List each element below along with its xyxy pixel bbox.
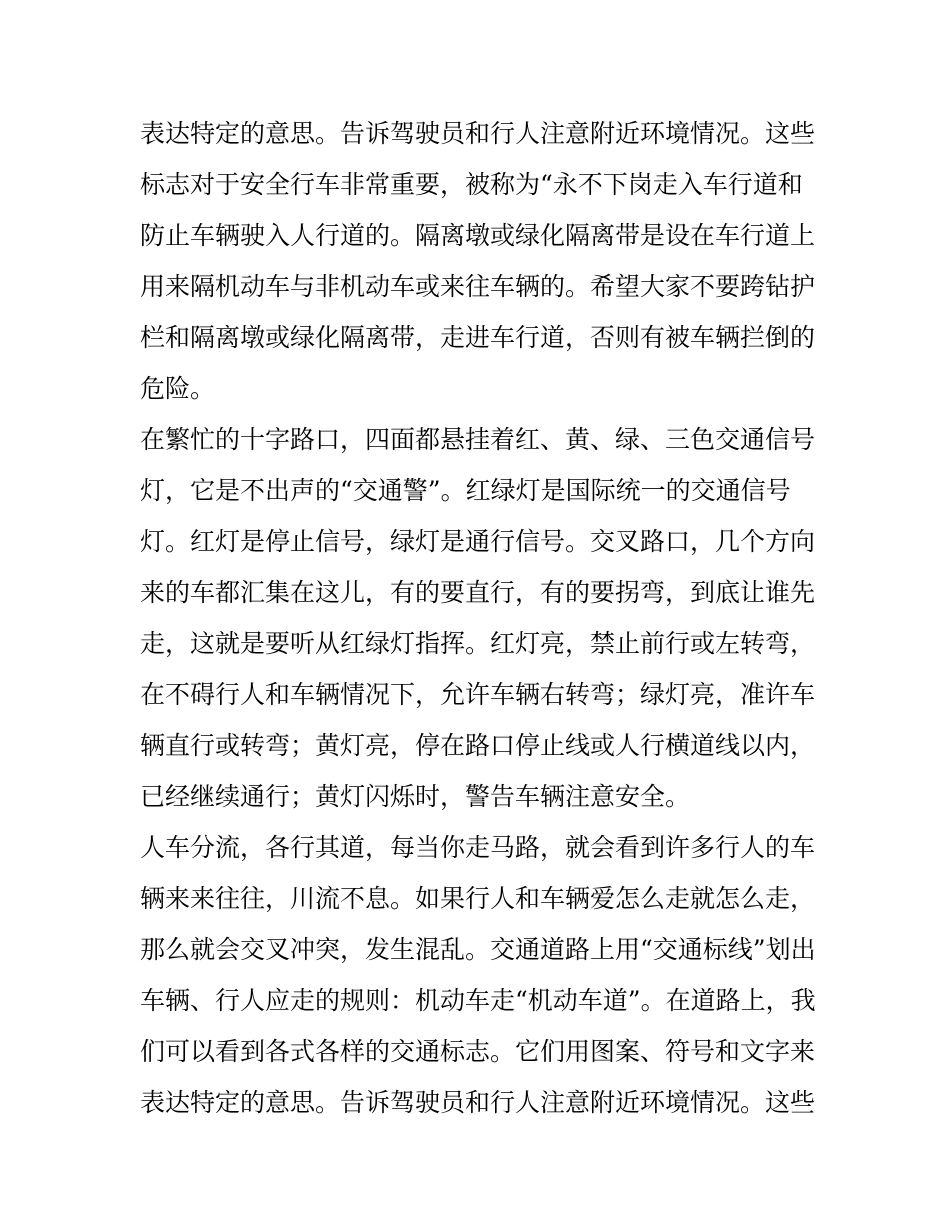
text-line: 灯。红灯是停止信号，绿灯是通行信号。交叉路口，几个方向 <box>140 527 816 556</box>
text-line: 那么就会交叉冲突，发生混乱。交通道路上用“交通标线”划出 <box>140 935 816 964</box>
text-line: 已经继续通行；黄灯闪烁时，警告车辆注意安全。 <box>140 782 691 811</box>
text-line: 表达特定的意思。告诉驾驶员和行人注意附近环境情况。这些 <box>140 119 816 148</box>
body-text <box>140 108 830 1128</box>
text-line: 辆来来往往，川流不息。如果行人和车辆爱怎么走就怎么走， <box>140 884 816 913</box>
text-line: 在不碍行人和车辆情况下，允许车辆右转弯；绿灯亮，准许车 <box>140 680 816 709</box>
text-line: 用来隔机动车与非机动车或来往车辆的。希望大家不要跨钻护 <box>140 272 816 301</box>
text-line: 栏和隔离墩或绿化隔离带，走进车行道，否则有被车辆拦倒的 <box>140 323 816 352</box>
text-line: 标志对于安全行车非常重要，被称为“永不下岗走入车行道和 <box>140 170 803 199</box>
text-line: 在繁忙的十字路口，四面都悬挂着红、黄、绿、三色交通信号 <box>140 425 816 454</box>
text-line: 们可以看到各式各样的交通标志。它们用图案、符号和文字来 <box>140 1037 816 1066</box>
text-line: 人车分流，各行其道，每当你走马路，就会看到许多行人的车 <box>140 833 816 862</box>
text-line: 辆直行或转弯；黄灯亮，停在路口停止线或人行横道线以内， <box>140 731 816 760</box>
text-line: 车辆、行人应走的规则：机动车走“机动车道”。在道路上，我 <box>140 986 816 1015</box>
text-line: 危险。 <box>140 374 216 403</box>
text-line: 走，这就是要听从红绿灯指挥。红灯亮，禁止前行或左转弯， <box>140 629 816 658</box>
text-line: 防止车辆驶入人行道的。隔离墩或绿化隔离带是设在车行道上 <box>140 221 816 250</box>
text-line: 表达特定的意思。告诉驾驶员和行人注意附近环境情况。这些 <box>140 1088 816 1117</box>
text-line: 灯，它是不出声的“交通警”。红绿灯是国际统一的交通信号 <box>140 476 791 505</box>
text-line: 来的车都汇集在这儿，有的要直行，有的要拐弯，到底让谁先 <box>140 578 816 607</box>
